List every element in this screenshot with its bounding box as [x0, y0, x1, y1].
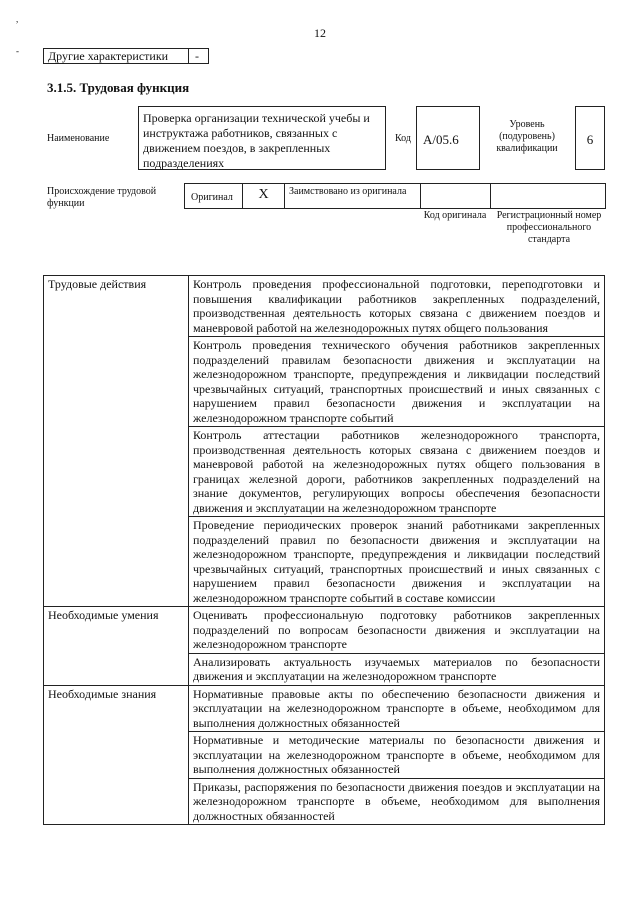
table-row: [44, 607, 605, 654]
code-original-cell: [421, 184, 491, 208]
origin-label: Происхождение трудовой функции: [47, 186, 157, 209]
corner-mark: ,: [16, 14, 19, 24]
other-characteristics-label: Другие характеристики: [43, 49, 189, 63]
other-characteristics-value: -: [195, 49, 199, 63]
item-cell: Нормативные и методические материалы по безопасности движения и эксплуатации на железнодорожном транспорте в объеме, необходимом для выполнения должностных обязанностей: [189, 732, 605, 779]
table-row: [44, 685, 605, 732]
item-cell: Проведение периодических проверок знаний работниками закрепленных подразделений правил по безопасности движения и эксплуатации на железнодорожном транспорте, предупреждения и ликвидации последствий чрезвычайных ситуаций, транспортных происшествий и иных связанных с нарушением правил безопасности движения и эксплуатации на железнодорожном транспорте событий в составе комиссии: [189, 517, 605, 607]
function-code-box: А/05.6: [416, 106, 480, 170]
qualification-level-box: 6: [575, 106, 605, 170]
item-cell: Контроль проведения технического обучения работников закрепленных подразделений правилам безопасности движения и эксплуатации на железнодорожном транспорте, предупреждения и ликвидации последствий чрезвычайных ситуаций, транспортных происшествий и иных связанных с нарушением правил безопасности движения и эксплуатации на железнодорожном транспорте событий: [189, 337, 605, 427]
reg-number-caption: Регистрационный номер профессионального стандарта: [496, 210, 602, 245]
table-row: [44, 276, 605, 337]
qualification-level-label: Уровень (подуровень) квалификации: [496, 119, 558, 154]
labor-function-table: [43, 275, 605, 825]
item-cell: Анализировать актуальность изучаемых материалов по безопасности движения и эксплуатации на железнодорожном транспорте: [189, 653, 605, 685]
origin-row: [184, 183, 606, 209]
code-label: Код: [395, 133, 411, 144]
reg-number-cell: [491, 184, 605, 208]
original-label: Оригинал: [185, 184, 243, 208]
function-name-box: Проверка организации технической учебы и инструктажа работников, связанных с движением поездов, в закрепленных подразделениях: [138, 106, 386, 170]
borrowed-label: Заимствовано из оригинала: [285, 184, 421, 208]
item-cell: Контроль аттестации работников железнодорожного транспорта, производственная деятельность которых связана с движением поездов и маневровой работой на железнодорожных путях общего пользования в границах железной дороги, работников закрепленных подразделений на знание документов, регулирующих вопросы обеспечения безопасности движения и эксплуатации на железнодорожном транспорте: [189, 427, 605, 517]
page-number: 12: [314, 26, 326, 40]
item-cell: Оценивать профессиональную подготовку работников закрепленных подразделений по вопросам безопасности движения и эксплуатации на железнодорожном транспорте: [189, 607, 605, 654]
original-mark: X: [243, 184, 285, 208]
category-cell: Необходимые умения: [44, 607, 189, 686]
item-cell: Нормативные правовые акты по обеспечению безопасности движения и эксплуатации на железнодорожном транспорте в объеме, необходимом для выполнения должностных обязанностей: [189, 685, 605, 732]
code-original-caption: Код оригинала: [423, 210, 487, 221]
section-title: 3.1.5. Трудовая функция: [47, 80, 190, 95]
category-cell: Необходимые знания: [44, 685, 189, 825]
margin-dash: -: [16, 46, 19, 56]
item-cell: Контроль проведения профессиональной подготовки, переподготовки и повышения квалификации работников закрепленных подразделений, производственная деятельность которых связана с движением поездов и маневровой работой на железнодорожных путях общего пользования: [189, 276, 605, 337]
category-cell: Трудовые действия: [44, 276, 189, 607]
name-label: Наименование: [47, 133, 110, 144]
item-cell: Приказы, распоряжения по безопасности движения поездов и эксплуатации на железнодорожном транспорте в объеме, необходимом для выполнения должностных обязанностей: [189, 778, 605, 825]
other-characteristics-row: [43, 48, 209, 64]
